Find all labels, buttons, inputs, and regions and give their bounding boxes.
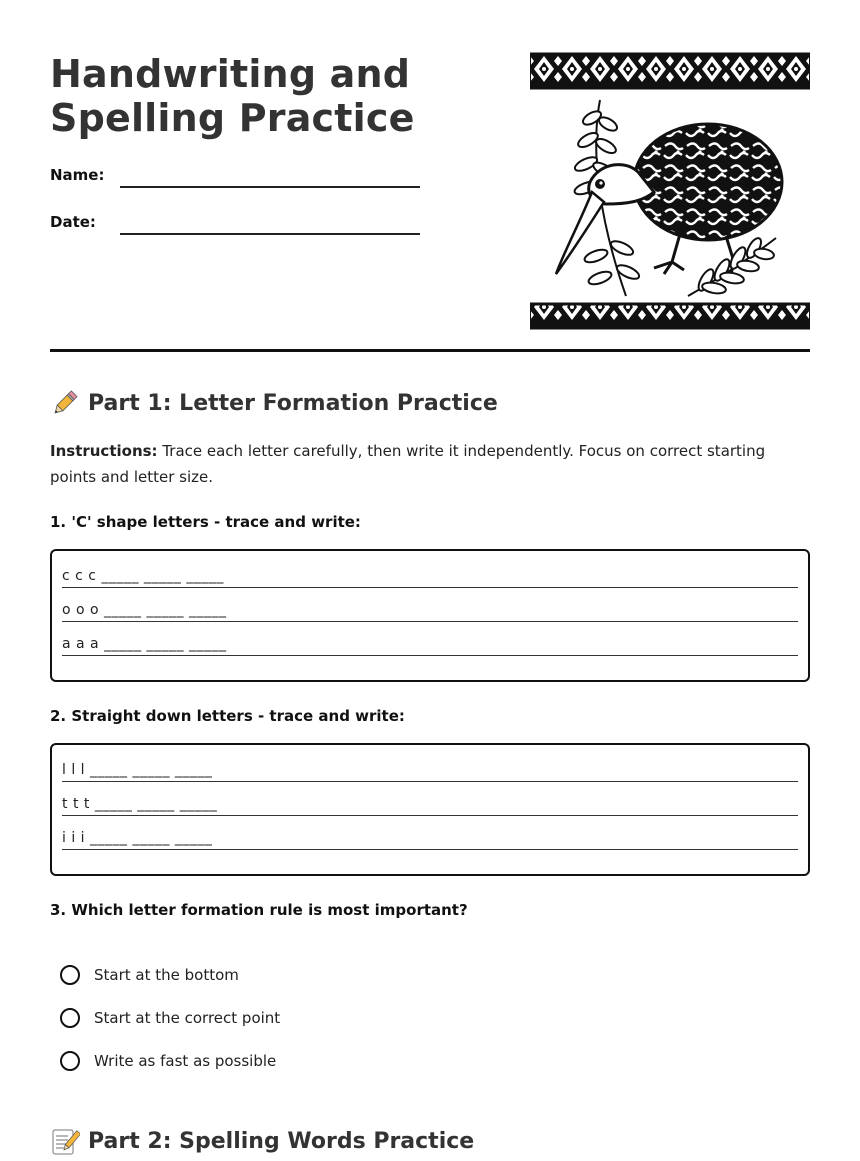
question-1-label: 1. 'C' shape letters - trace and write: [50,513,361,531]
worksheet-page [50,0,810,1161]
instructions-body: Trace each letter carefully, then write it independently. Focus on correct starting points and letter size. [50,442,766,486]
header-divider [50,349,810,352]
part1-heading [50,388,498,418]
radio-button[interactable] [60,1008,80,1028]
kiwi-bird-illustration [530,52,810,330]
option-start-at-correct-point[interactable] [60,1008,280,1028]
trace-row-a[interactable]: a a a _____ _____ _____ [62,633,798,656]
radio-button[interactable] [60,1051,80,1071]
date-label: Date: [50,213,96,231]
trace-row-i[interactable]: i i i _____ _____ _____ [62,827,798,850]
memo-icon [50,1126,80,1156]
question-2-label: 2. Straight down letters - trace and write: [50,707,405,725]
trace-row-l[interactable]: l l l _____ _____ _____ [62,759,798,782]
question-3-label: 3. Which letter formation rule is most important? [50,901,468,919]
radio-button[interactable] [60,965,80,985]
title-line-1: Handwriting and [50,52,411,96]
instructions-label: Instructions: [50,442,158,460]
question-2-trace-box [50,743,810,876]
option-label: Start at the bottom [94,966,239,984]
name-label: Name: [50,166,105,184]
option-label: Write as fast as possible [94,1052,277,1070]
trace-row-c[interactable]: c c c _____ _____ _____ [62,565,798,588]
question-1-trace-box [50,549,810,682]
date-field[interactable] [120,233,420,235]
option-start-at-bottom[interactable] [60,965,239,985]
page-title [50,52,510,140]
trace-row-o[interactable]: o o o _____ _____ _____ [62,599,798,622]
part2-title: Part 2: Spelling Words Practice [88,1128,475,1154]
part1-title: Part 1: Letter Formation Practice [88,390,498,416]
part2-heading [50,1126,474,1156]
title-line-2: Spelling Practice [50,96,415,140]
pencil-icon [50,388,80,418]
option-write-fast[interactable] [60,1051,276,1071]
instructions-text [50,438,810,490]
option-label: Start at the correct point [94,1009,281,1027]
trace-row-t[interactable]: t t t _____ _____ _____ [62,793,798,816]
name-field[interactable] [120,186,420,188]
